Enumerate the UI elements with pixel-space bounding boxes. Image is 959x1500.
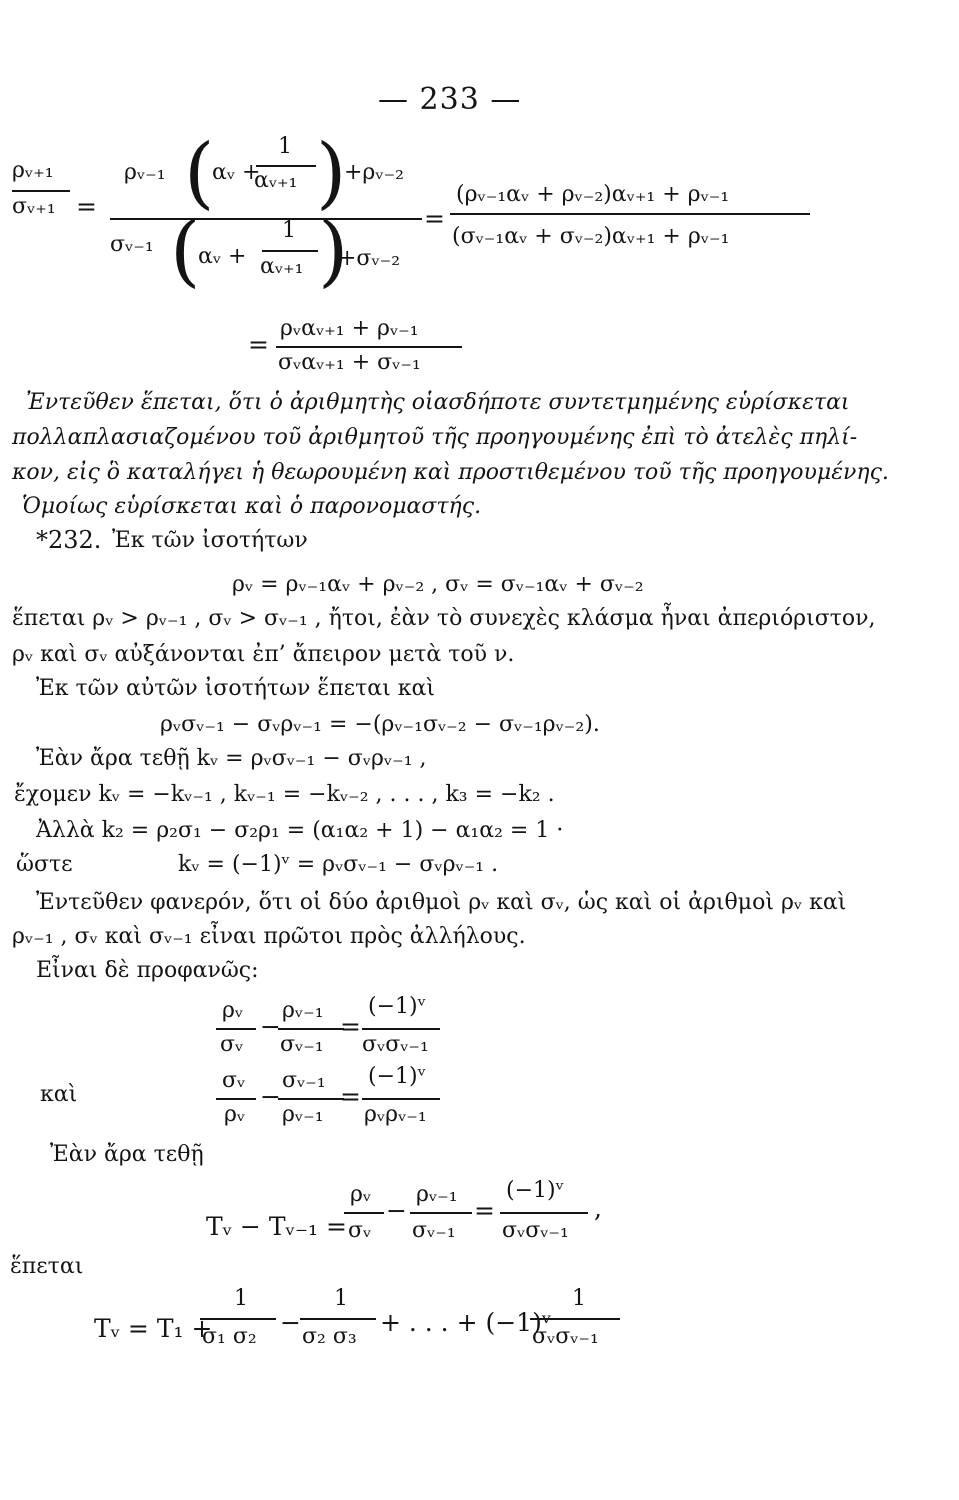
fa-bar1 xyxy=(216,1028,256,1030)
para1-line-3: κον, εἰς ὃ καταλήγει ἡ θεωρουμένη καὶ προστιθεμένου τοῦ τῆς προηγουμένης. xyxy=(12,460,889,485)
fa-d3: σᵥσᵥ₋₁ xyxy=(362,1032,429,1057)
eq1-rhs-bar xyxy=(450,213,810,215)
fa-n2: ρᵥ₋₁ xyxy=(282,998,324,1023)
fa-op: − xyxy=(260,1012,281,1041)
fc-d2: σᵥ₋₁ xyxy=(412,1218,456,1243)
fa-d2: σᵥ₋₁ xyxy=(280,1032,324,1057)
fb-n2: σᵥ₋₁ xyxy=(282,1068,326,1093)
fc-n1: ρᵥ xyxy=(350,1182,372,1207)
eq1-den-rparen: ) xyxy=(318,206,349,296)
fb-d1: ρᵥ xyxy=(224,1102,246,1127)
word-wste: ὥστε xyxy=(16,852,73,877)
fd-op2: + . . . + (−1)ᵛ xyxy=(380,1308,552,1337)
word-kai: καὶ xyxy=(40,1082,78,1107)
fd-d2: σ₂ σ₃ xyxy=(302,1324,357,1349)
fa-eq: = xyxy=(340,1012,361,1041)
page-number: — 233 — xyxy=(378,82,522,117)
eq1-num-lparen: ( xyxy=(184,128,215,218)
fb-d2: ρᵥ₋₁ xyxy=(282,1102,324,1127)
eq1-rhs-denominator: (σᵥ₋₁αᵥ + σᵥ₋₂)αᵥ₊₁ + ρᵥ₋₁ xyxy=(452,224,730,249)
eq1-den-inner-num: 1 xyxy=(282,218,296,243)
fc-bar1 xyxy=(344,1212,384,1214)
equation-wste: kᵥ = (−1)ᵛ = ρᵥσᵥ₋₁ − σᵥρᵥ₋₁ . xyxy=(178,852,499,877)
fd-bar1 xyxy=(200,1318,276,1320)
eq1-num-inner-num: 1 xyxy=(278,134,292,159)
eq1-den-mid: αᵥ + xyxy=(198,244,247,269)
eq1-num-mid: αᵥ + xyxy=(212,160,261,185)
fd-bar3 xyxy=(530,1318,620,1320)
eq1-lhs-bar xyxy=(12,190,70,192)
fc-n3: (−1)ᵛ xyxy=(506,1178,564,1203)
eq1-num-inner-bar xyxy=(256,165,316,167)
section-intro: Ἐκ τῶν ἰσοτήτων xyxy=(112,528,308,553)
fb-bar2 xyxy=(278,1098,344,1100)
eq1-final-numerator: ρᵥαᵥ₊₁ + ρᵥ₋₁ xyxy=(280,316,419,341)
section-number: *232. xyxy=(36,526,102,554)
para2-line-2: ρᵥ καὶ σᵥ αὐξάνονται ἐπ’ ἄπειρον μετὰ τοῦ ν. xyxy=(12,642,515,667)
eq1-equals-3: = xyxy=(248,330,269,359)
fd-n3: 1 xyxy=(572,1286,586,1311)
fd-n2: 1 xyxy=(334,1286,348,1311)
para2-line-3: Ἐκ τῶν αὐτῶν ἰσοτήτων ἕπεται καὶ xyxy=(36,676,435,701)
line-exomen: ἔχομεν kᵥ = −kᵥ₋₁ , kᵥ₋₁ = −kᵥ₋₂ , . . . , k₃ = −k₂ . xyxy=(14,782,555,807)
para1-line-2: πολλαπλασιαζομένου τοῦ ἀριθμητοῦ τῆς προηγουμένης ἐπὶ τὸ ἀτελὲς πηλί- xyxy=(12,425,858,450)
para3-line-1: Ἐντεῦθεν φανερόν, ὅτι οἱ δύο ἀριθμοὶ ρᵥ καὶ σᵥ, ὡς καὶ οἱ ἀριθμοὶ ρᵥ καὶ xyxy=(36,890,847,915)
fc-n2: ρᵥ₋₁ xyxy=(416,1182,458,1207)
fc-d3: σᵥσᵥ₋₁ xyxy=(502,1218,569,1243)
eq1-lhs-numerator: ρᵥ₊₁ xyxy=(12,158,54,183)
fb-op: − xyxy=(260,1082,281,1111)
fb-n1: σᵥ xyxy=(222,1068,246,1093)
equation-2: ρᵥ = ρᵥ₋₁αᵥ + ρᵥ₋₂ , σᵥ = σᵥ₋₁αᵥ + σᵥ₋₂ xyxy=(232,572,644,597)
para1-line-1: Ἐντεῦθεν ἕπεται, ὅτι ὁ ἀριθμητὴς οἱασδήποτε συντετμημένης εὑρίσκεται xyxy=(26,390,850,415)
fa-n3: (−1)ᵛ xyxy=(368,994,426,1019)
word-epetai: ἕπεται xyxy=(10,1254,84,1279)
eq1-num-post: +ρᵥ₋₂ xyxy=(344,160,404,185)
fa-n1: ρᵥ xyxy=(222,998,244,1023)
fc-op: − xyxy=(386,1196,407,1225)
equation-3: ρᵥσᵥ₋₁ − σᵥρᵥ₋₁ = −(ρᵥ₋₁σᵥ₋₂ − σᵥ₋₁ρᵥ₋₂). xyxy=(160,712,600,737)
eq1-final-bar xyxy=(276,346,462,348)
eq1-main-bar xyxy=(110,218,422,220)
fd-n1: 1 xyxy=(234,1286,248,1311)
fd-op: − xyxy=(280,1308,301,1337)
line-ean-tethi-2: Ἐὰν ἄρα τεθῇ xyxy=(50,1142,204,1167)
fc-bar2 xyxy=(410,1212,472,1214)
eq1-lhs-denominator: σᵥ₊₁ xyxy=(12,194,56,219)
fd-d1: σ₁ σ₂ xyxy=(202,1324,257,1349)
eq1-den-post: +σᵥ₋₂ xyxy=(338,246,401,271)
fa-d1: σᵥ xyxy=(220,1032,244,1057)
fb-eq: = xyxy=(340,1082,361,1111)
fd-bar2 xyxy=(300,1318,376,1320)
line-ean-tethi-1: Ἐὰν ἄρα τεθῇ kᵥ = ρᵥσᵥ₋₁ − σᵥρᵥ₋₁ , xyxy=(36,746,427,771)
fc-eq: = xyxy=(474,1196,495,1225)
fb-d3: ρᵥρᵥ₋₁ xyxy=(364,1102,427,1127)
fd-d3: σᵥσᵥ₋₁ xyxy=(532,1324,599,1349)
fc-d1: σᵥ xyxy=(348,1218,372,1243)
eq1-den-inner-bar xyxy=(262,250,318,252)
para3-line-3: Εἶναι δὲ προφανῶς: xyxy=(36,958,259,983)
fd-pre: Tᵥ = T₁ + xyxy=(94,1314,213,1343)
eq1-rhs-numerator: (ρᵥ₋₁αᵥ + ρᵥ₋₂)αᵥ₊₁ + ρᵥ₋₁ xyxy=(456,182,730,207)
line-alla: Ἀλλὰ k₂ = ρ₂σ₁ − σ₂ρ₁ = (α₁α₂ + 1) − α₁α₂ = 1 · xyxy=(36,818,564,843)
eq1-den-inner-den: αᵥ₊₁ xyxy=(260,254,304,279)
fc-bar3 xyxy=(500,1212,588,1214)
fa-bar2 xyxy=(278,1028,344,1030)
fc-post: , xyxy=(594,1194,602,1223)
para2-line-1: ἕπεται ρᵥ > ρᵥ₋₁ , σᵥ > σᵥ₋₁ , ἤτοι, ἐὰν τὸ συνεχὲς κλάσμα ἦναι ἀπεριόριστον, xyxy=(12,606,876,631)
eq1-den-lparen: ( xyxy=(170,206,201,296)
eq1-final-denominator: σᵥαᵥ₊₁ + σᵥ₋₁ xyxy=(278,350,421,375)
fb-n3: (−1)ᵛ xyxy=(368,1064,426,1089)
fb-bar3 xyxy=(362,1098,440,1100)
eq1-num-inner-den: αᵥ₊₁ xyxy=(254,168,298,193)
eq1-equals: = xyxy=(76,192,97,221)
fa-bar3 xyxy=(362,1028,440,1030)
eq1-num-pre: ρᵥ₋₁ xyxy=(124,160,166,185)
para3-line-2: ρᵥ₋₁ , σᵥ καὶ σᵥ₋₁ εἶναι πρῶτοι πρὸς ἀλλήλους. xyxy=(12,924,526,949)
eq1-den-pre: σᵥ₋₁ xyxy=(110,232,154,257)
eq1-num-rparen: ) xyxy=(316,128,347,218)
eq1-equals-2: = xyxy=(424,204,445,233)
fc-pre: Tᵥ − Tᵥ₋₁ = xyxy=(206,1212,347,1241)
fb-bar1 xyxy=(216,1098,256,1100)
para1-line-4: Ὁμοίως εὑρίσκεται καὶ ὁ παρονομαστής. xyxy=(22,494,482,519)
